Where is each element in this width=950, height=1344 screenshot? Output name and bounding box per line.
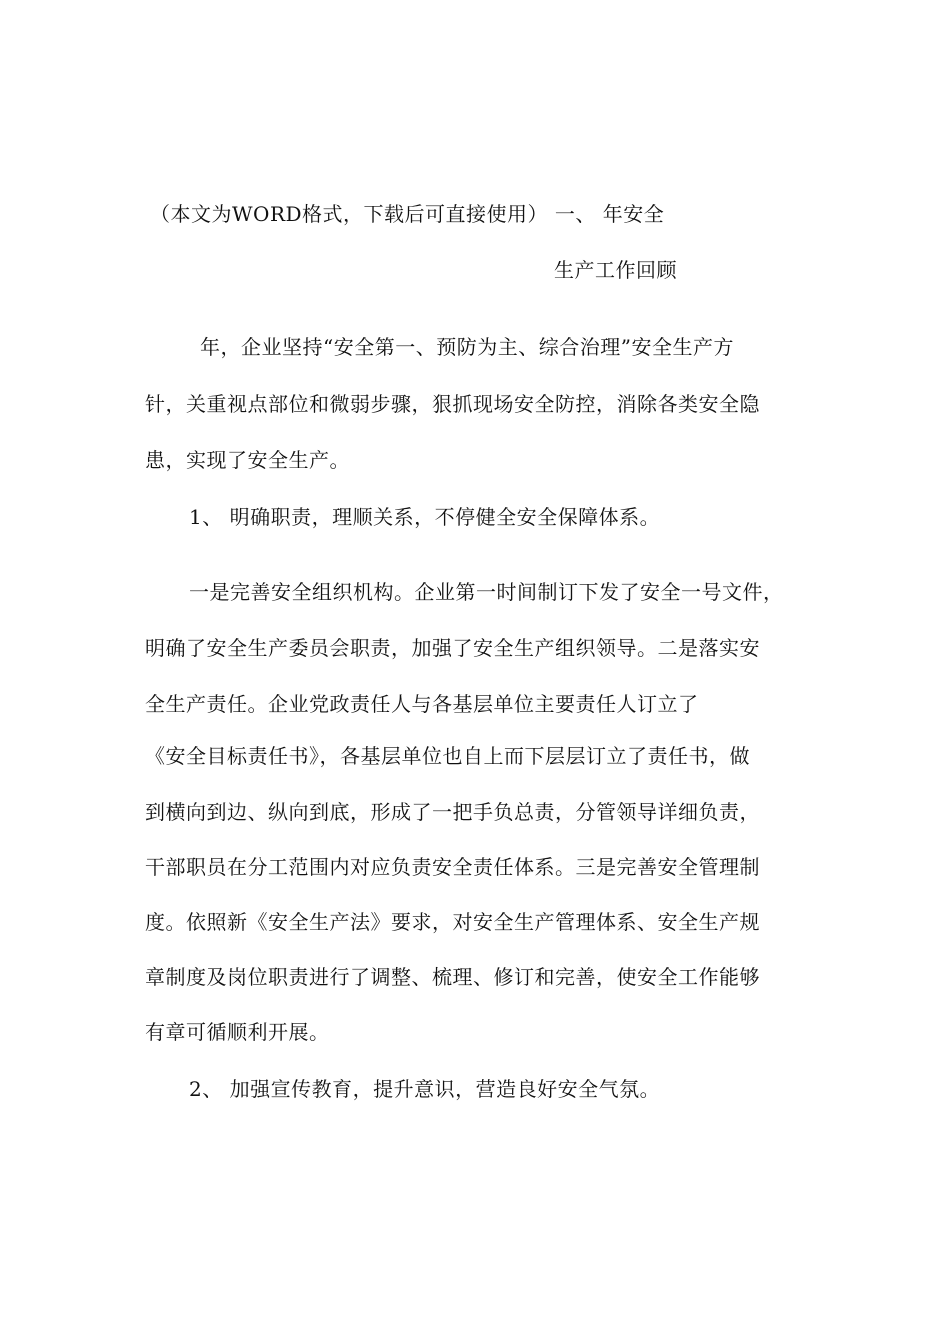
section-1-line-8: 章制度及岗位职责进行了调整、梳理、修订和完善，使安全工作能够 (145, 965, 760, 989)
section-1-line-1: 一是完善安全组织机构。企业第一时间制订下发了安全一号文件， (189, 580, 784, 604)
section-1-line-6: 干部职员在分工范围内对应负责安全责任体系。三是完善安全管理制 (145, 855, 760, 879)
section-2-heading: 2、 加强宣传教育，提升意识，营造良好安全气氛。 (189, 1077, 661, 1101)
section-1-line-7: 度。依照新《安全生产法》要求，对安全生产管理体系、安全生产规 (145, 910, 760, 934)
section-1-line-5: 到横向到边、纵向到底，形成了一把手负总责，分管领导详细负责， (145, 800, 760, 824)
section-1-line-2: 明确了安全生产委员会职责，加强了安全生产组织领导。二是落实安 (145, 636, 760, 660)
section-1-line-4: 《安全目标责任书》，各基层单位也自上而下层层订立了责任书，做 (145, 744, 750, 768)
header-line-2: 生产工作回顾 (554, 258, 677, 282)
intro-line-2: 针，关重视点部位和微弱步骤，狠抓现场安全防控，消除各类安全隐 (145, 392, 760, 416)
intro-line-1: 年，企业坚持“安全第一、预防为主、综合治理”安全生产方 (200, 335, 734, 359)
section-1-heading: 1、 明确职责，理顺关系，不停健全安全保障体系。 (189, 505, 661, 529)
section-1-line-3: 全生产责任。企业党政责任人与各基层单位主要责任人订立了 (145, 692, 699, 716)
section-1-line-9: 有章可循顺利开展。 (145, 1020, 330, 1044)
intro-line-3: 患，实现了安全生产。 (145, 448, 350, 472)
header-line-1: （本文为WORD格式，下载后可直接使用） 一、 年安全 (150, 202, 665, 226)
